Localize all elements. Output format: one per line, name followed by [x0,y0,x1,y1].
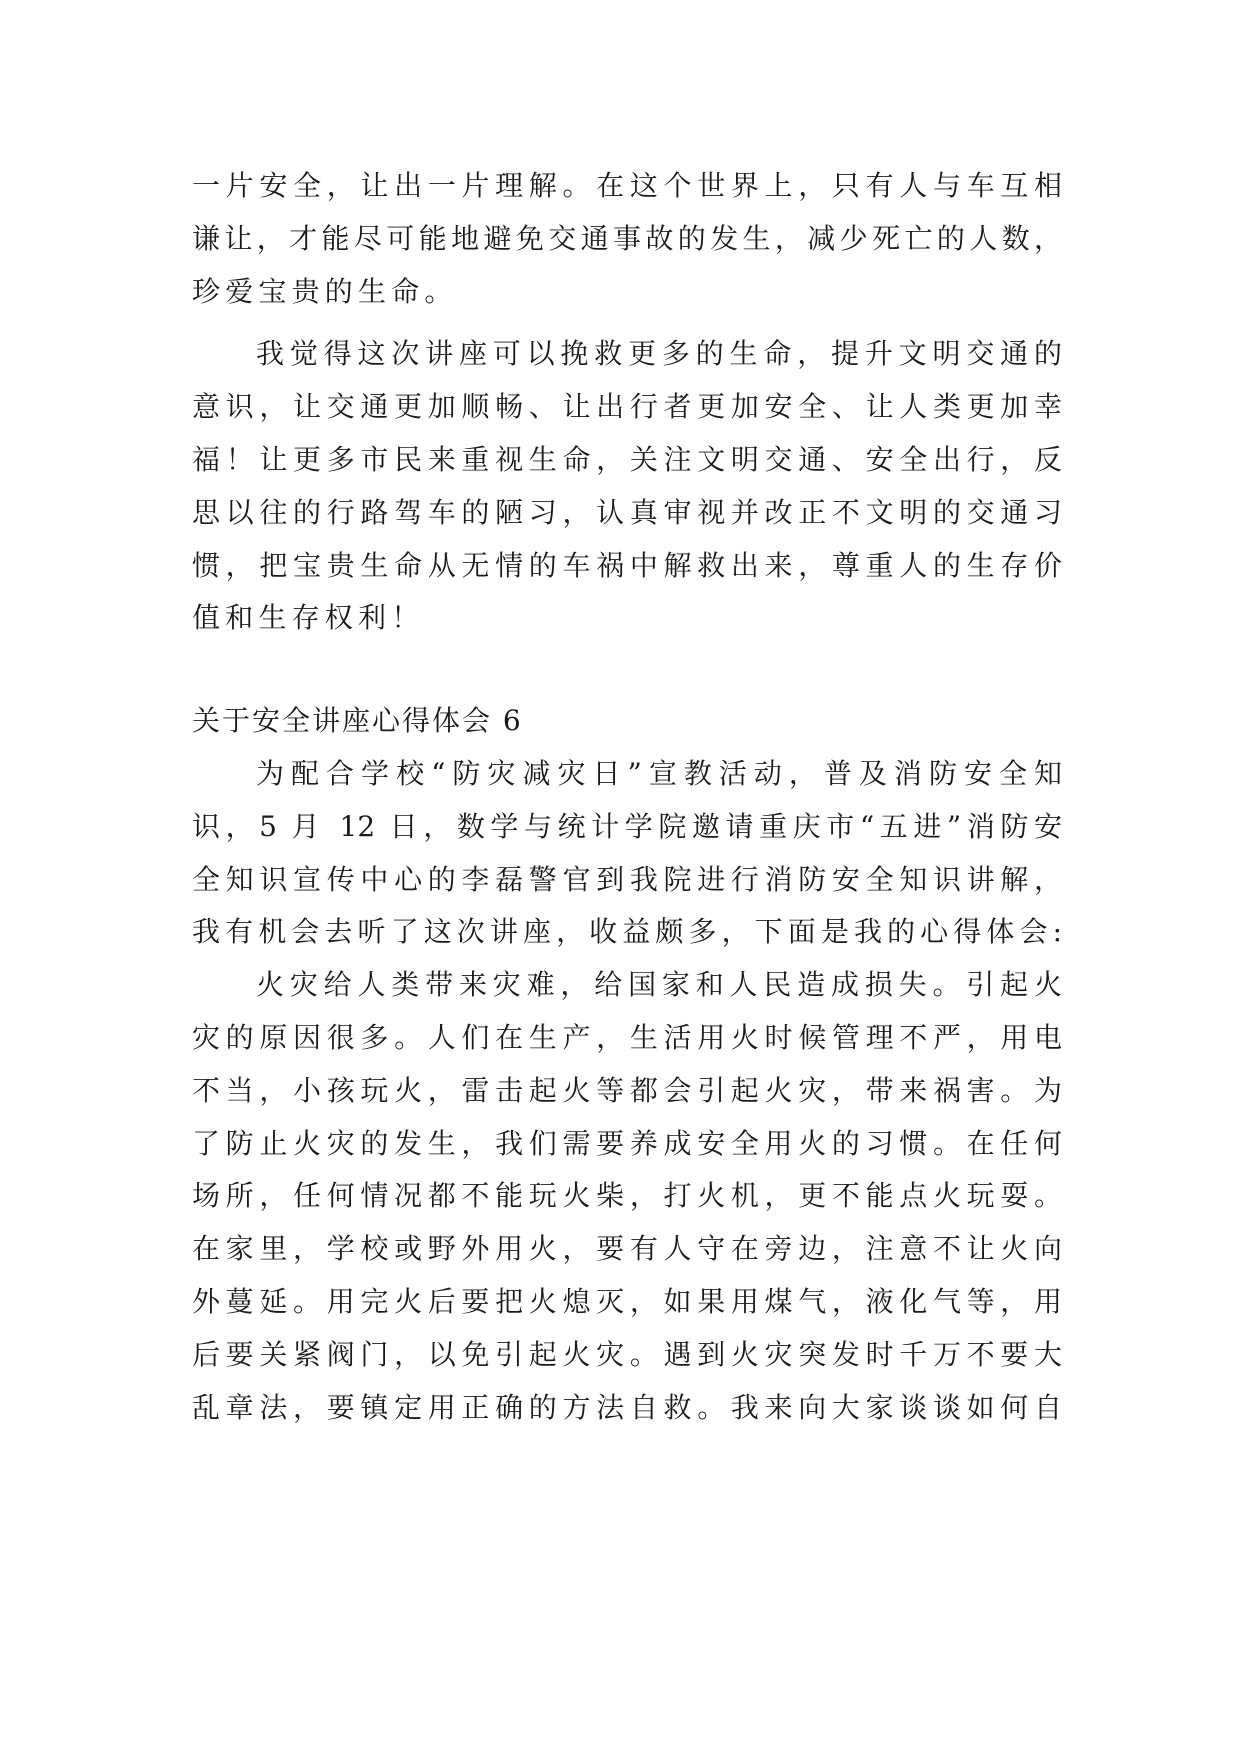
text-line: 乱章法，要镇定用正确的方法自救。我来向大家谈谈如何自 [192,1390,1062,1424]
text-line: 后要关紧阀门，以免引起火灾。遇到火灾突发时千万不要大 [192,1337,1062,1371]
text-line: 意识，让交通更加顺畅、让出行者更加安全、让人类更加幸 [192,390,1062,424]
text-line: 灾的原因很多。人们在生产，生活用火时候管理不严，用电 [192,1020,1062,1054]
paragraph-continuation [192,160,1062,318]
paragraph-spacer [192,318,1062,328]
section-title: 关于安全讲座心得体会 6 [192,704,523,738]
text-line: 谦让，才能尽可能地避免交通事故的发生，减少死亡的人数， [192,221,1062,255]
text-line: 惯，把宝贵生命从无情的车祸中解救出来，尊重人的生存价 [192,548,1062,582]
paragraph-fire-intro [192,748,1062,959]
text-line: 我觉得这次讲座可以挽救更多的生命，提升文明交通的 [256,337,1062,371]
text-line: 场所，任何情况都不能玩火柴，打火机，更不能点火玩耍。 [192,1179,1062,1213]
document-body [192,160,1062,1434]
text-line: 火灾给人类带来灾难，给国家和人民造成损失。引起火 [256,968,1062,1002]
text-line: 了防止火灾的发生，我们需要养成安全用火的习惯。在任何 [192,1126,1062,1160]
text-line: 珍爱宝贵的生命。 [192,274,458,308]
paragraph-fire-body [192,959,1062,1434]
text-line: 一片安全，让出一片理解。在这个世界上，只有人与车互相 [192,169,1062,202]
section-spacer [192,645,1062,695]
text-line: 识，5 月 12 日，数学与统计学院邀请重庆市“五进”消防安 [192,809,1062,843]
text-line: 思以往的行路驾车的陋习，认真审视并改正不文明的交通习 [192,495,1062,529]
text-line: 不当，小孩玩火，雷击起火等都会引起火灾，带来祸害。为 [192,1073,1062,1107]
text-line: 我有机会去听了这次讲座，收益颇多，下面是我的心得体会: [192,915,1062,949]
text-line: 外蔓延。用完火后要把火熄灭，如果用煤气，液化气等，用 [192,1284,1062,1318]
text-line: 福！让更多市民来重视生命，关注文明交通、安全出行，反 [192,442,1062,476]
text-line: 为配合学校“防灾减灾日”宣教活动，普及消防安全知 [256,756,1062,790]
text-line: 在家里，学校或野外用火，要有人守在旁边，注意不让火向 [192,1232,1062,1266]
text-line: 值和生存权利！ [192,601,425,635]
text-line: 全知识宣传中心的李磊警官到我院进行消防安全知识讲解， [192,862,1062,896]
paragraph-lecture-value [192,328,1062,645]
